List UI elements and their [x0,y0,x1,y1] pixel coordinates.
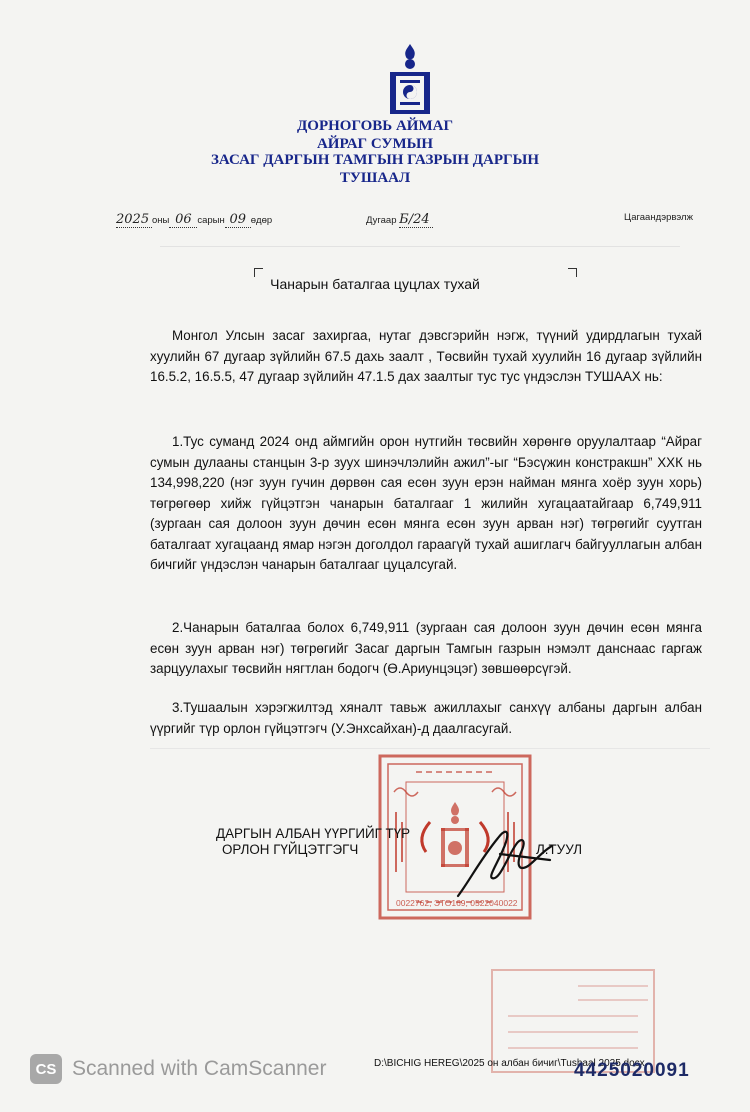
signer-title-line-2: ОРЛОН ГҮЙЦЭТГЭГЧ [222,842,359,857]
preamble-text: Монгол Улсын засаг захиргаа, нутаг дэвсгэрийн нэгж, түүний удирдлагын тухай хуулийн 67 дугаар зүйлийн 67.5 дахь заалт , Төсвийн тухай хуулийн 16 дугаар зүйлийн 16.5.2, 16.5.5, 47 дугаар зүйлийн 47.1.5 дах заалтыг тус тус үндэслэн ТУШААХ нь: [150,328,702,384]
date-year-label: оны [152,215,170,226]
camscanner-watermark [30,1054,326,1084]
document-type: ТУШААЛ [339,170,411,186]
signer-title-line-1: ДАРГЫН АЛБАН ҮҮРГИЙГ ТҮР [216,826,411,841]
date-day: 09 [225,212,251,228]
document-subject: Чанарын баталгаа цуцлах тухай [270,276,480,292]
item-3-text: 3.Тушаалын хэрэгжилтэд хяналт тавьж ажиллахыг санхүү албаны даргын албан үүргийг түр орлон гүйцэтгэгч (У.Энхсайхан)-д даалгасугай. [150,700,702,736]
org-line-office: ЗАСАГ ДАРГЫН ТАМГЫН ГАЗРЫН ДАРГЫН [210,152,539,168]
watermark-text: Scanned with CamScanner [72,1057,327,1080]
item-1-text: 1.Тус суманд 2024 онд аймгийн орон нутгийн төсвийн хөрөнгө оруулалтаар “Айраг сумын дулааны станцын 3-р зуух шинэчлэлийн ажил”-ыг “Бэсүжин констракшн” ХХК нь 134,998,220 (нэг зуун гучин дөрвөн сая есөн зуун ерэн найман мянга хоёр зуун хорь) төгрөгөөр хийж гүйцэтгэн чанарын баталгааг 1 жилийн хугацаатайгаар 6,749,911 (зургаан сая долоон зуун дөчин есөн мянга есөн зуун арван нэг) төгрөгийг суутган баталгаат хугацаанд ямар нэгэн доголдол гараагүй тухай ашиглагч байгууллагын албан бичгийг үндэслэн чанарын баталгааг цуцалсугай. [150,434,702,572]
file-path: D:\BICHIG HEREG\2025 он албан бичиг\Tushaal 2025.docx [374,1058,645,1069]
date-day-label: өдөр [250,215,273,226]
number-label: Дугаар [366,215,397,226]
place-name: Цагаандэрвэлж [624,212,693,223]
item-3-paragraph [150,698,702,739]
camscanner-logo-icon: CS [30,1054,62,1084]
signer-name: Л.ТУУЛ [536,842,583,857]
item-2-paragraph [150,618,702,680]
document-serial-number: 4425020091 [574,1060,690,1081]
org-line-aimag: ДОРНОГОВЬ АЙМАГ [296,118,454,134]
item-1-paragraph [150,432,702,576]
number-field [366,212,433,228]
date-month-label: сарын [197,215,225,226]
date-month: 06 [169,212,197,228]
item-2-text: 2.Чанарын баталгаа болох 6,749,911 (зургаан сая долоон зуун дөчин есөн мянга есөн зуун арван нэг) төгрөгийг Засаг даргын Тамгын газрын нэмэлт данснаас гаргаж зарцуулахыг төсвийн нягтлан бодогч (Ө.Ариунцэцэг) зөвшөөрсүгэй. [150,620,702,676]
number-value: Б/24 [399,212,433,228]
date-year: 2025 [116,212,152,228]
org-line-sum: АЙРАГ СУМЫН [316,136,434,152]
scan-artifact [160,246,680,247]
date-field [116,212,272,228]
seal-code: 0022762, ЭТО169, 0522040022 [396,898,518,908]
preamble-paragraph [150,326,702,388]
soyombo-emblem-icon [382,42,438,122]
scan-artifact [150,748,710,749]
handwritten-signature [440,820,583,900]
